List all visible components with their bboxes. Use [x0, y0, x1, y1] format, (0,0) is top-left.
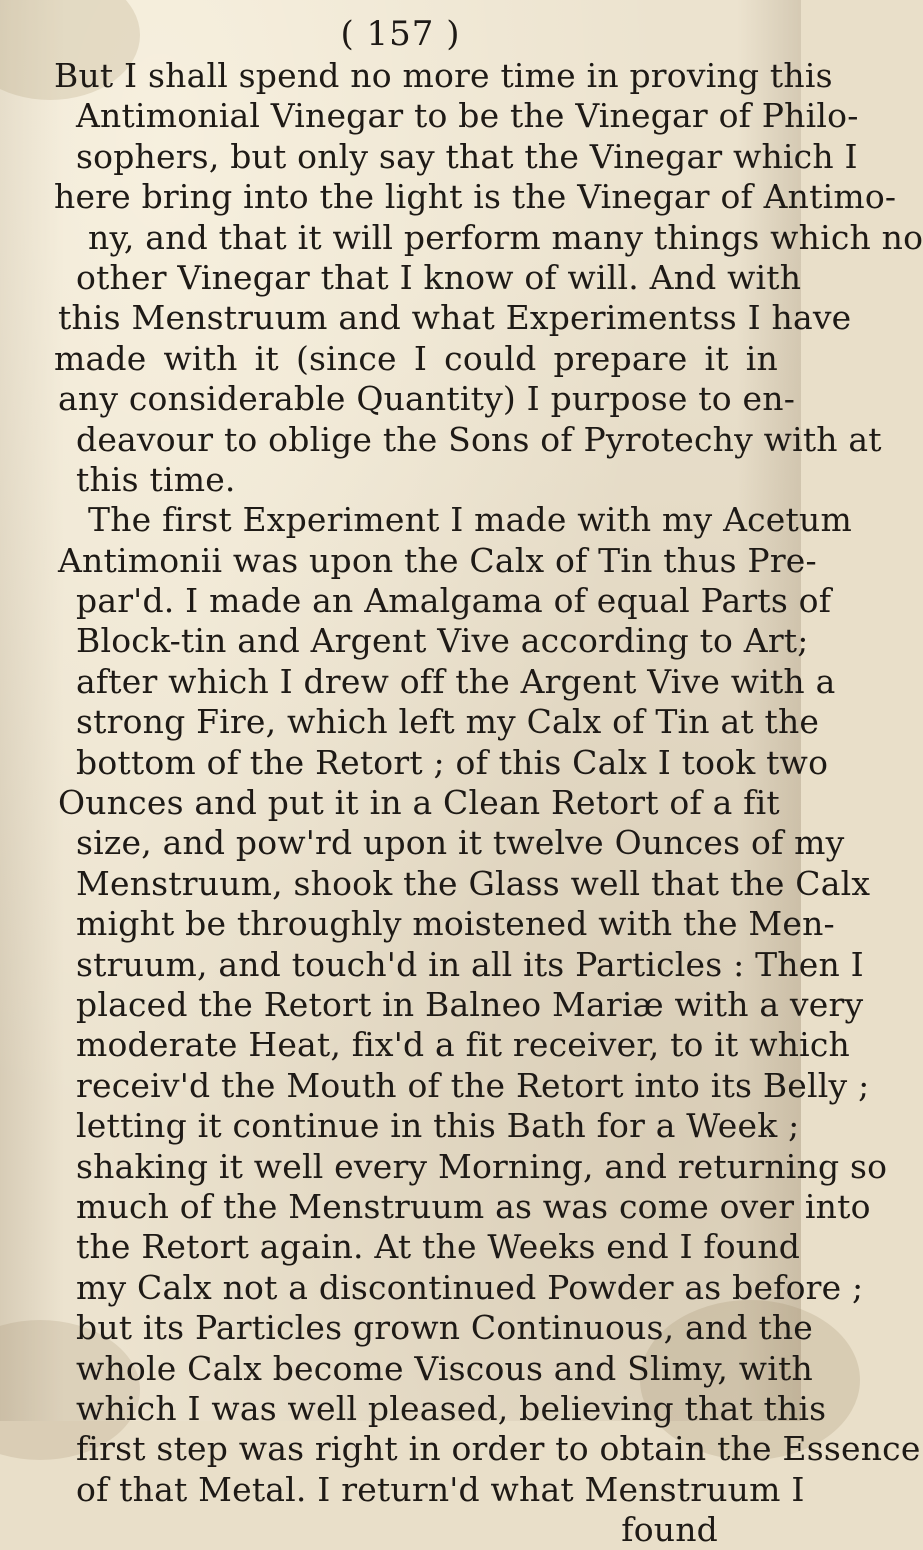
text-line: of that Metal. I return'd what Menstruum I: [76, 1469, 805, 1509]
text-line: ny, and that it will perform many things which no: [88, 217, 923, 257]
text-line: struum, and touch'd in all its Particles : Then I: [76, 944, 864, 984]
text-line: my Calx not a discontinued Powder as before ;: [76, 1267, 864, 1307]
body-text: [28, 56, 923, 1550]
text-line: receiv'd the Mouth of the Retort into its Belly ;: [76, 1065, 870, 1105]
text-line: much of the Menstruum as was come over into: [76, 1186, 871, 1226]
text-line: Antimonii was upon the Calx of Tin thus Pre-: [58, 540, 817, 580]
text-line: first step was right in order to obtain the Essence: [76, 1429, 921, 1469]
text-line: but its Particles grown Continuous, and the: [76, 1308, 814, 1348]
text-line: strong Fire, which left my Calx of Tin at the: [76, 702, 820, 742]
text-line: shaking it well every Morning, and returning so: [76, 1146, 888, 1186]
text-line: this time.: [76, 459, 236, 499]
text-line: this Menstruum and what Experimentss I have: [58, 298, 852, 338]
text-line: letting it continue in this Bath for a Week ;: [76, 1106, 800, 1146]
text-line: placed the Retort in Balneo Mariæ with a very: [76, 984, 864, 1024]
text-line: might be throughly moistened with the Men-: [76, 904, 835, 944]
page-number: ( 157 ): [340, 14, 461, 54]
text-line: Menstruum, shook the Glass well that the Calx: [76, 863, 871, 903]
text-line: bottom of the Retort ; of this Calx I took two: [76, 742, 829, 782]
text-line: deavour to oblige the Sons of Pyrotechy with at: [76, 419, 882, 459]
text-line: made with it (since I could prepare it in: [54, 338, 778, 378]
text-line: The first Experiment I made with my Acetum: [88, 500, 852, 540]
text-line: which I was well pleased, believing that this: [76, 1388, 827, 1428]
text-line: Antimonial Vinegar to be the Vinegar of Philo-: [76, 96, 859, 136]
text-line: Block-tin and Argent Vive according to Art;: [76, 621, 809, 661]
text-line: size, and pow'rd upon it twelve Ounces of my: [76, 823, 845, 863]
text-line: par'd. I made an Amalgama of equal Parts of: [76, 581, 832, 621]
text-line: found: [621, 1510, 718, 1550]
text-line: whole Calx become Viscous and Slimy, with: [76, 1348, 813, 1388]
text-line: sophers, but only say that the Vinegar which I: [76, 136, 858, 176]
text-line: the Retort again. At the Weeks end I found: [76, 1227, 801, 1267]
text-line: after which I drew off the Argent Vive with a: [76, 661, 836, 701]
text-line: moderate Heat, fix'd a fit receiver, to it which: [76, 1025, 850, 1065]
text-line: Ounces and put it in a Clean Retort of a fit: [58, 783, 780, 823]
text-line: other Vinegar that I know of will. And with: [76, 257, 802, 297]
text-line: any considerable Quantity) I purpose to en-: [58, 379, 796, 419]
text-line: But I shall spend no more time in proving this: [54, 56, 833, 95]
text-line: here bring into the light is the Vinegar of Antimo-: [54, 177, 897, 217]
